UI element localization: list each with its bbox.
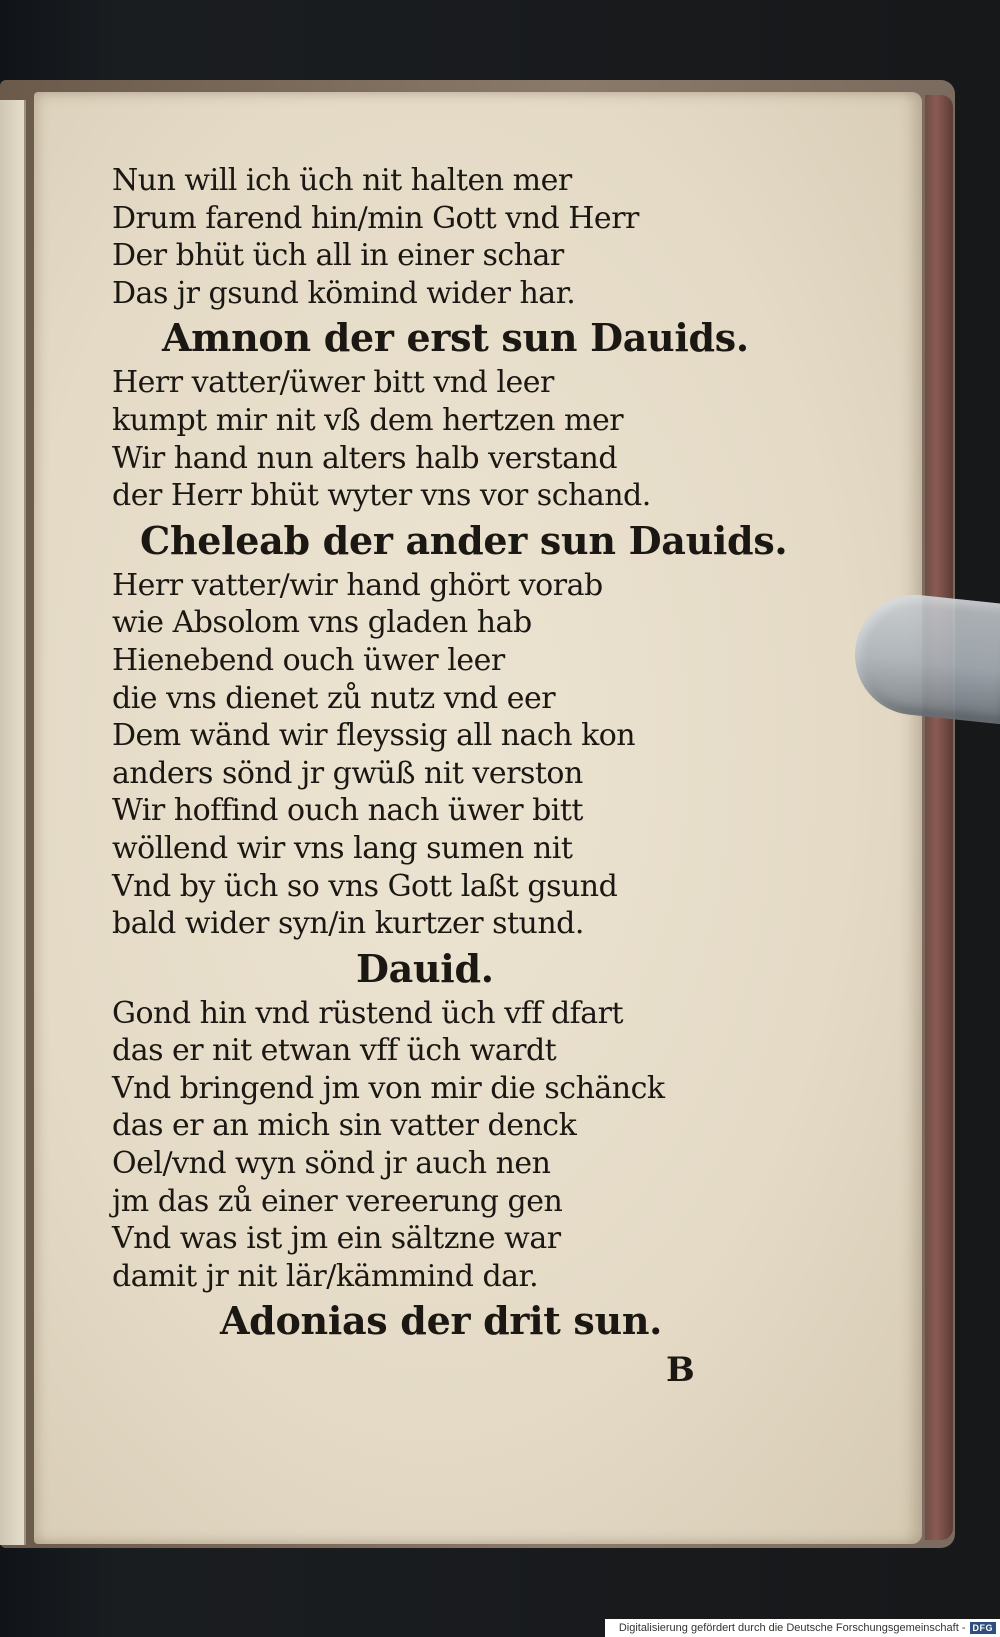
text-line: Hienebend ouch üwer leer — [112, 642, 505, 678]
speaker-heading: Cheleab der ander sun Dauids. — [140, 517, 788, 563]
text-line: Der bhüt üch all in einer schar — [112, 238, 564, 274]
text-line: wöllend wir vns lang sumen nit — [112, 830, 573, 866]
stanza-1 — [112, 162, 732, 312]
text-line: Das jr gsund kömind wider har. — [112, 275, 576, 311]
text-line: anders sönd jr gwüß nit verston — [112, 755, 583, 791]
text-line: Herr vatter/wir hand ghört vorab — [112, 567, 603, 603]
speaker-heading: Dauid. — [356, 945, 494, 991]
text-line: damit jr nit lär/kämmind dar. — [112, 1258, 539, 1294]
text-line: bald wider syn/in kurtzer stund. — [112, 906, 584, 942]
text-line: Wir hand nun alters halb verstand — [112, 440, 618, 476]
footer-credit: Digitalisierung gefördert durch die Deutsche Forschungsgemeinschaft - — [618, 1622, 966, 1634]
speaker-heading: Adonias der drit sun. — [220, 1298, 663, 1344]
stanza-2 — [112, 364, 732, 514]
text-line: Dem wänd wir fleyssig all nach kon — [112, 718, 636, 754]
page-text — [112, 162, 788, 1347]
text-line: Herr vatter/üwer bitt vnd leer — [112, 365, 554, 401]
text-line: das er nit etwan vff üch wardt — [112, 1033, 557, 1069]
text-line: Drum farend hin/min Gott vnd Herr — [112, 200, 639, 236]
text-line: jm das zů einer vereerung gen — [112, 1183, 563, 1219]
text-line: Vnd by üch so vns Gott laßt gsund — [112, 868, 618, 904]
text-line: Vnd bringend jm von mir die schänck — [112, 1070, 665, 1106]
text-line: Wir hoffind ouch nach üwer bitt — [112, 793, 583, 829]
text-line: Vnd was ist jm ein sältzne war — [112, 1221, 561, 1257]
text-line: das er an mich sin vatter denck — [112, 1108, 577, 1144]
text-line: der Herr bhüt wyter vns vor schand. — [112, 478, 651, 514]
text-line: wie Absolom vns gladen hab — [112, 605, 532, 641]
cover-edge — [925, 95, 953, 1540]
speaker-heading: Amnon der erst sun Dauids. — [162, 315, 749, 361]
footer — [605, 1619, 1000, 1637]
book-page — [34, 92, 922, 1544]
stanza-3 — [112, 567, 732, 943]
text-line: Oel/vnd wyn sönd jr auch nen — [112, 1146, 551, 1182]
text-line: kumpt mir nit vß dem hertzen mer — [112, 402, 624, 438]
dfg-logo: DFG — [970, 1622, 997, 1634]
text-line: die vns dienet zů nutz vnd eer — [112, 680, 556, 716]
text-line: Gond hin vnd rüstend üch vff dfart — [112, 995, 624, 1031]
signature-mark: B — [666, 1350, 695, 1390]
stanza-4 — [112, 995, 732, 1296]
text-line: Nun will ich üch nit halten mer — [112, 163, 572, 198]
left-page-edge — [0, 100, 26, 1545]
